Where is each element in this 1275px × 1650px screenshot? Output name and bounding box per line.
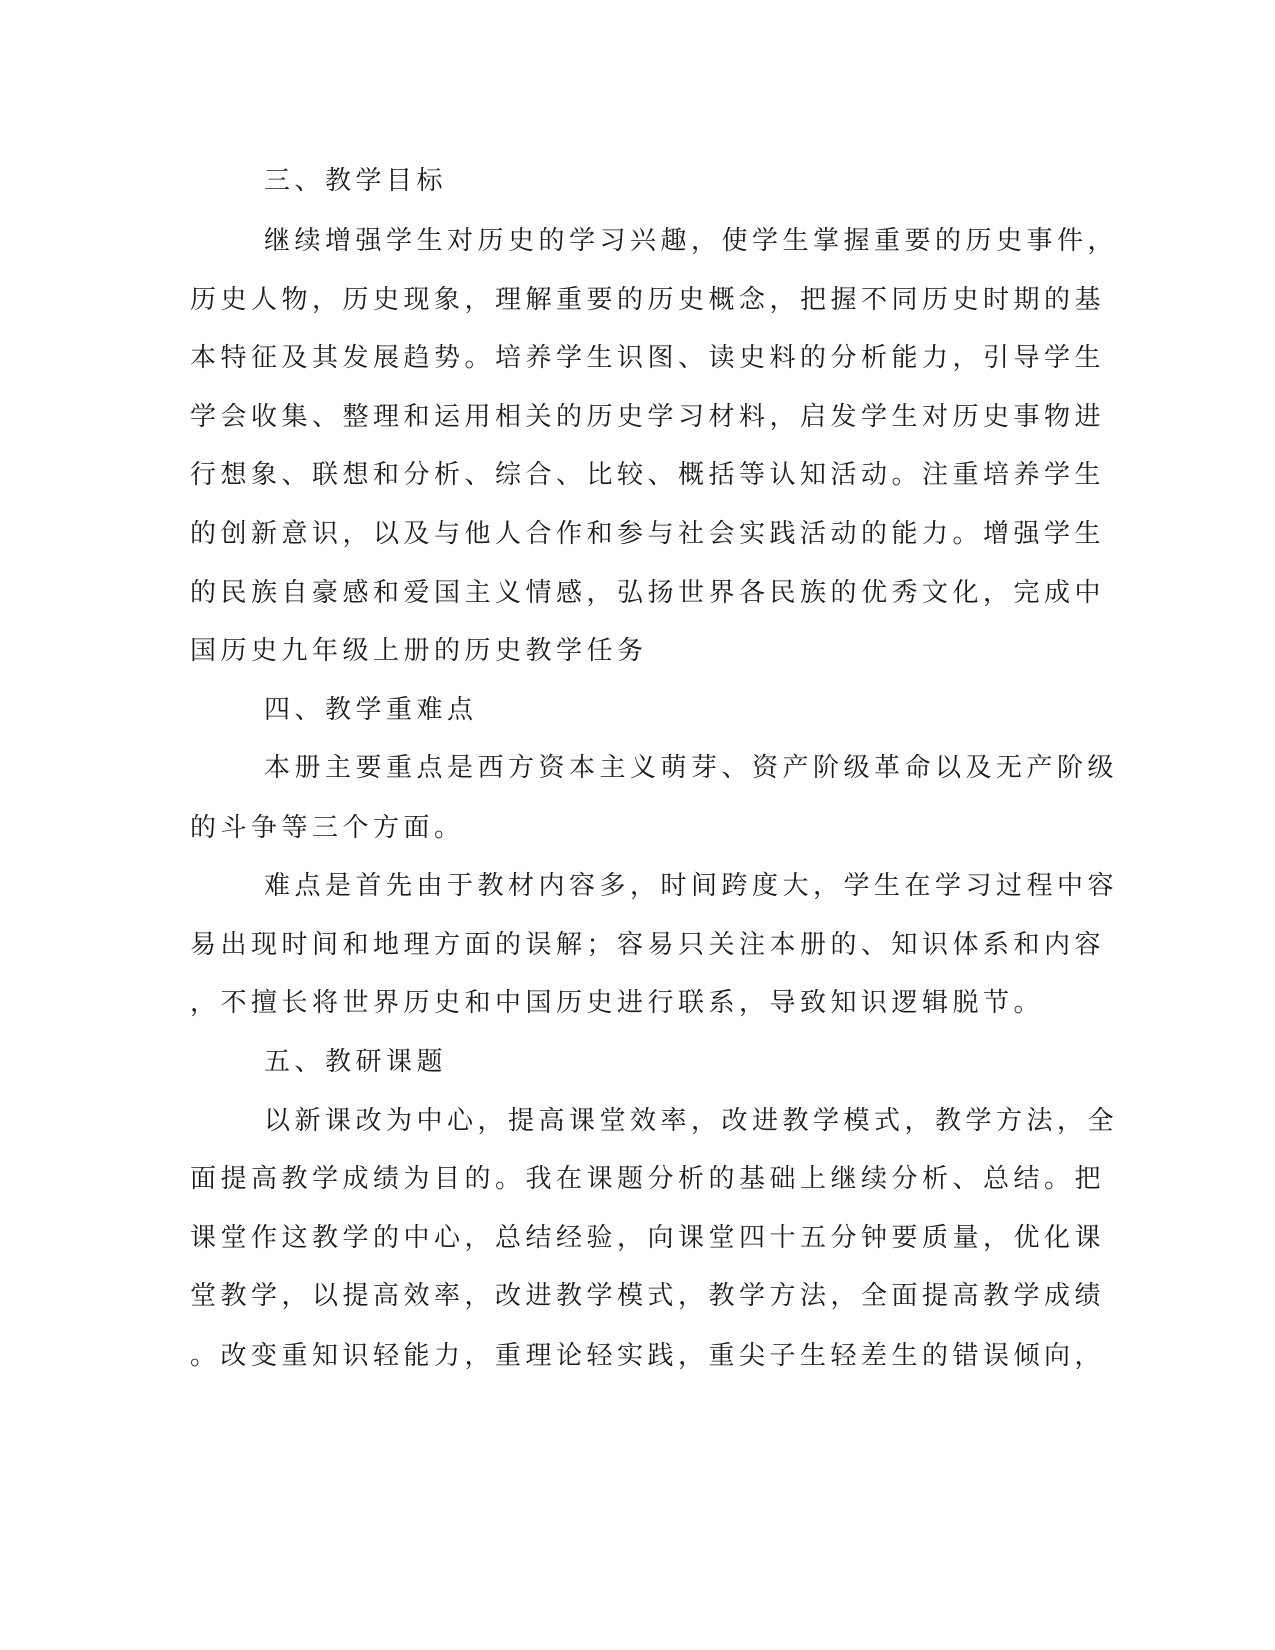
paragraph-line: 面提高教学成绩为目的。我在课题分析的基础上继续分析、总结。把 bbox=[190, 1164, 1106, 1194]
paragraph-line: 继续增强学生对历史的学习兴趣，使学生掌握重要的历史事件， bbox=[264, 226, 1119, 256]
paragraph-line: 堂教学，以提高效率，改进教学模式，教学方法，全面提高教学成绩 bbox=[190, 1281, 1106, 1311]
paragraph-line: 学会收集、整理和运用相关的历史学习材料，启发学生对历史事物进 bbox=[190, 402, 1106, 432]
paragraph-line: 以新课改为中心，提高课堂效率，改进教学模式，教学方法，全 bbox=[264, 1106, 1119, 1136]
paragraph-line: 课堂作这教学的中心，总结经验，向课堂四十五分钟要质量，优化课 bbox=[190, 1223, 1106, 1253]
paragraph-line: 难点是首先由于教材内容多，时间跨度大，学生在学习过程中容 bbox=[264, 871, 1119, 901]
paragraph-line: ，不擅长将世界历史和中国历史进行联系，导致知识逻辑脱节。 bbox=[190, 988, 1045, 1018]
paragraph-line: 行想象、联想和分析、综合、比较、概括等认知活动。注重培养学生 bbox=[190, 460, 1106, 490]
paragraph-line: 易出现时间和地理方面的误解；容易只关注本册的、知识体系和内容 bbox=[190, 930, 1106, 960]
paragraph-line: 国历史九年级上册的历史教学任务 bbox=[190, 636, 648, 666]
section-heading: 四、教学重难点 bbox=[264, 695, 478, 725]
paragraph-line: 的民族自豪感和爱国主义情感，弘扬世界各民族的优秀文化，完成中 bbox=[190, 578, 1106, 608]
paragraph-line: 。改变重知识轻能力，重理论轻实践，重尖子生轻差生的错误倾向， bbox=[190, 1341, 1106, 1371]
paragraph-line: 本册主要重点是西方资本主义萌芽、资产阶级革命以及无产阶级 bbox=[264, 753, 1119, 783]
section-heading: 三、教学目标 bbox=[264, 166, 448, 196]
paragraph-line: 本特征及其发展趋势。培养学生识图、读史料的分析能力，引导学生 bbox=[190, 343, 1106, 373]
paragraph-line: 的创新意识，以及与他人合作和参与社会实践活动的能力。增强学生 bbox=[190, 519, 1106, 549]
section-heading: 五、教研课题 bbox=[264, 1047, 448, 1077]
paragraph-line: 的斗争等三个方面。 bbox=[190, 813, 465, 843]
paragraph-line: 历史人物，历史现象，理解重要的历史概念，把握不同历史时期的基 bbox=[190, 285, 1106, 315]
